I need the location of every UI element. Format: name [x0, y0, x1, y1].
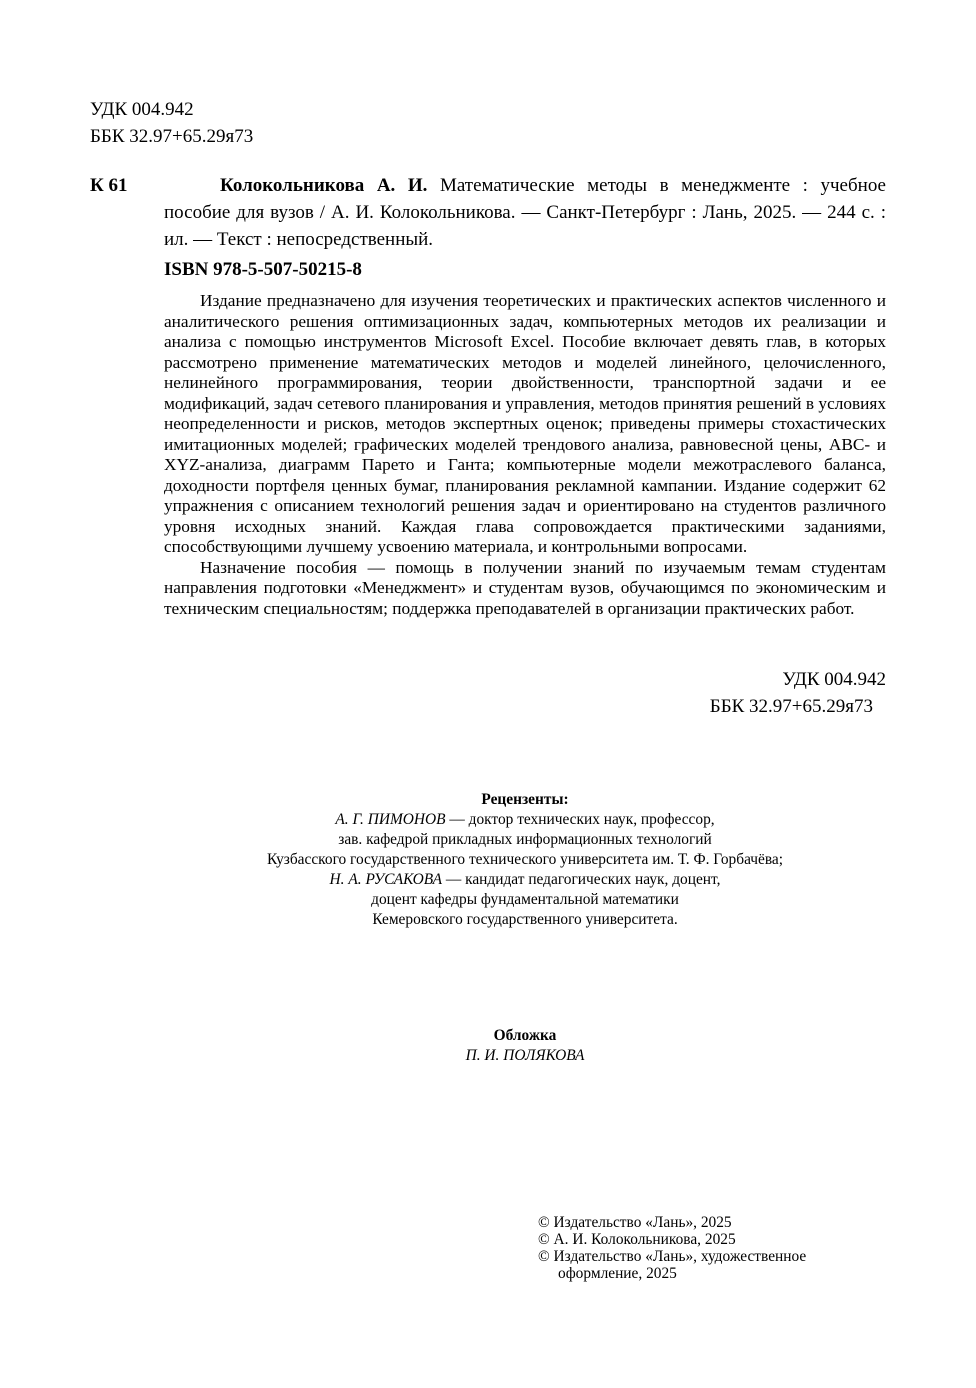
bottom-udk-code: УДК 004.942 [782, 669, 886, 690]
reviewer-2-name: Н. А. РУСАКОВА [329, 871, 443, 888]
copyright-line-4: оформление, 2025 [558, 1265, 677, 1282]
top-bbk-code: ББК 32.97+65.29я73 [90, 126, 254, 147]
reviewer-1-name: А. Г. ПИМОНОВ [335, 811, 446, 828]
book-description: Математические методы в менеджменте : учебное пособие для вузов / А. И. Колокольникова. — Санкт-Петербург : Лань, 2025. — 244 с. : ил. — Текст : непосредственный. [164, 175, 886, 250]
top-classification-codes [90, 96, 253, 150]
copyright-block [538, 1214, 806, 1282]
reviewer-1-line-1 [164, 810, 886, 830]
top-udk-code: УДК 004.942 [90, 99, 194, 120]
reviewer-2-title: — кандидат педагогических наук, доцент, [442, 871, 721, 888]
copyright-line-1: © Издательство «Лань», 2025 [538, 1214, 732, 1231]
annotation [164, 291, 886, 619]
reviewers-heading: Рецензенты: [481, 791, 569, 808]
reviewer-2-line-1 [164, 870, 886, 890]
copyright-line-3: © Издательство «Лань», художественное [538, 1248, 807, 1265]
bottom-classification-codes [560, 666, 886, 720]
copyright-line-2: © А. И. Колокольникова, 2025 [538, 1231, 736, 1248]
reviewer-1-line-2: зав. кафедрой прикладных информационных технологий [338, 831, 712, 848]
annotation-paragraph-1: Издание предназначено для изучения теоретических и практических аспектов численного и аналитического решения оптимизационных задач, компьютерных методов их реализации и анализа с помощью инструментов Microsoft Excel. Пособие включает девять глав, в которых рассмотрено применение математических методов и моделей линейного, целочисленного, нелинейного программирования, теории двойственности, транспортной задачи и ее модификаций, задач сетевого планирования и управления, методов принятия решений в условиях неопределенности и рисков, методов экспертных оценок; приведены примеры стохастических имитационных моделей; графических моделей трендового анализа, равновесной цены, ABC- и XYZ-анализа, диаграмм Парето и Ганта; компьютерные модели межотраслевого баланса, доходности портфеля ценных бумаг, планирования рекламной кампании. Издание содержит 62 упражнения с описанием технологий решения задач и ориентировано на студентов различного уровня исходных знаний. Каждая глава сопровождается практическими заданиями, способствующими лучшему усвоению материала, и контрольными вопросами. [164, 291, 886, 556]
cover-designer: П. И. ПОЛЯКОВА [465, 1047, 585, 1064]
reviewers-block [164, 790, 886, 930]
author-name: Колокольникова А. И. [220, 175, 428, 196]
reviewer-2-line-3: Кемеровского государственного университета. [372, 911, 678, 928]
bottom-bbk-code: ББК 32.97+65.29я73 [709, 696, 873, 717]
isbn: ISBN 978-5-507-50215-8 [164, 259, 362, 280]
reviewer-2-line-2: доцент кафедры фундаментальной математики [371, 891, 679, 908]
reviewer-1-title: — доктор технических наук, профессор, [445, 811, 715, 828]
cover-credit [164, 1026, 886, 1066]
bibliographic-description [164, 172, 886, 253]
cover-heading: Обложка [493, 1027, 557, 1044]
reviewer-1-line-3: Кузбасского государственного технического университета им. Т. Ф. Горбачёва; [266, 851, 784, 868]
author-cipher: К 61 [90, 175, 128, 196]
annotation-paragraph-2: Назначение пособия — помощь в получении знаний по изучаемым темам студентам направления подготовки «Менеджмент» и студентам вузов, обучающимся по экономическим и техническим специальностям; поддержка преподавателей в организации практических работ. [164, 557, 886, 618]
